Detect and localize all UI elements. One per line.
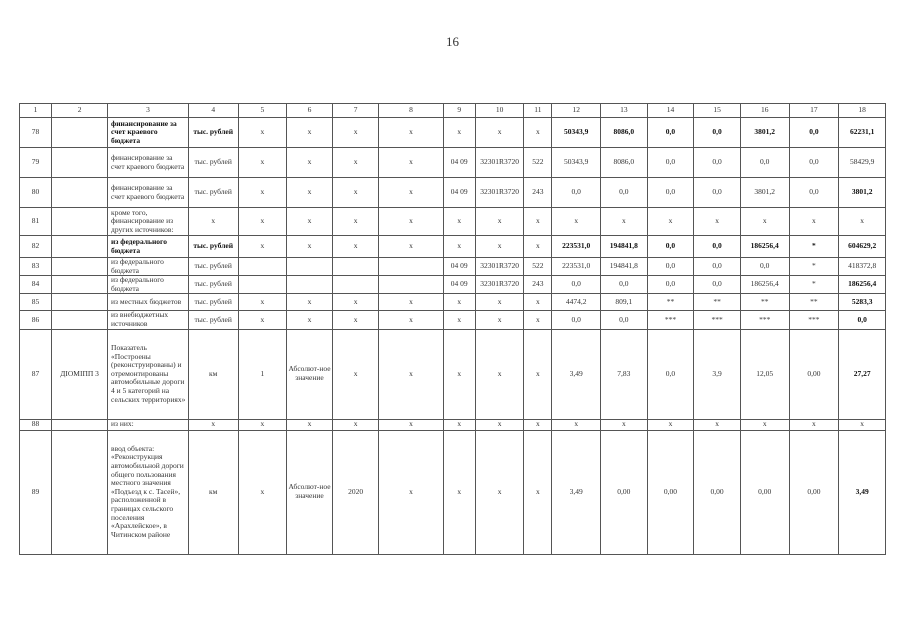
table-cell: х [552,208,601,236]
table-cell: 81 [20,208,52,236]
table-cell: 3801,2 [740,178,789,208]
table-cell: 7,83 [601,329,648,419]
table-cell [332,258,379,276]
table-cell [52,276,108,294]
table-cell: 32301R3720 [475,148,524,178]
table-cell: 62231,1 [839,118,886,148]
table-cell: 0,0 [839,311,886,329]
header-cell: 18 [839,104,886,118]
table-cell [52,208,108,236]
table-cell [52,258,108,276]
table-cell: финансирование за счет краевого бюджета [108,178,189,208]
table-cell: ДІОМІПП 3 [52,329,108,419]
table-cell: х [332,236,379,258]
table-cell: 0,0 [601,178,648,208]
table-cell: х [379,329,443,419]
table-cell: 87 [20,329,52,419]
table-cell: х [238,430,287,554]
table-cell: х [524,208,552,236]
table-cell: х [287,148,333,178]
table-cell: х [524,118,552,148]
table-cell: * [789,276,839,294]
table-row [20,178,886,208]
table-cell: 0,0 [694,276,741,294]
table-cell: км [188,430,238,554]
table-cell: 3,49 [552,430,601,554]
table-cell: х [443,294,475,311]
table-cell: тыс. рублей [188,236,238,258]
table-cell: х [647,419,694,430]
table-cell: 78 [20,118,52,148]
table-cell: х [475,236,524,258]
table-cell: 50343,9 [552,118,601,148]
table-cell: 0,0 [740,148,789,178]
table-cell: х [475,430,524,554]
table-cell: Абсолют-ное значение [287,329,333,419]
table-cell: 0,0 [789,178,839,208]
table-cell: тыс. рублей [188,294,238,311]
header-cell: 5 [238,104,287,118]
table-cell: 186256,4 [839,276,886,294]
table-cell: х [287,118,333,148]
table-cell: 0,0 [789,148,839,178]
table-cell: из внебюджетных источников [108,311,189,329]
table-cell: х [379,311,443,329]
table-cell: * [789,236,839,258]
table-cell: х [238,419,287,430]
table-cell: 8086,0 [601,148,648,178]
table-row [20,276,886,294]
table-cell: х [332,329,379,419]
header-cell: 14 [647,104,694,118]
table-cell: х [332,311,379,329]
table-cell: 82 [20,236,52,258]
table-cell: х [443,329,475,419]
table-cell: х [789,208,839,236]
table-cell: х [475,294,524,311]
table-cell: 809,1 [601,294,648,311]
table-cell: х [238,294,287,311]
table-cell: 32301R3720 [475,276,524,294]
table-cell: 0,00 [789,329,839,419]
table-cell: х [475,118,524,148]
table-cell: 04 09 [443,178,475,208]
table-cell: 243 [524,178,552,208]
table-cell: х [379,178,443,208]
table-cell: х [287,208,333,236]
table-row [20,419,886,430]
table-cell: 79 [20,148,52,178]
table-cell [379,276,443,294]
header-cell: 8 [379,104,443,118]
table-cell: х [443,208,475,236]
table-cell: 604629,2 [839,236,886,258]
table-cell: 0,0 [694,118,741,148]
table-cell: 3,49 [552,329,601,419]
table-cell: Показатель «Построены (реконструированы) и отремонтированы автомобильные дороги 4 и 5 категорий на сельских территориях» [108,329,189,419]
table-cell: 0,0 [789,118,839,148]
table-cell: 0,0 [647,148,694,178]
table-cell: 50343,9 [552,148,601,178]
table-cell: 12,05 [740,329,789,419]
table-row [20,236,886,258]
header-cell: 3 [108,104,189,118]
table-cell [379,258,443,276]
table-cell: х [379,208,443,236]
table-cell: х [332,208,379,236]
table-row [20,329,886,419]
table-cell: х [238,118,287,148]
header-cell: 15 [694,104,741,118]
header-cell: 16 [740,104,789,118]
table-cell [52,419,108,430]
header-cell: 7 [332,104,379,118]
table-cell: х [287,236,333,258]
table-cell: х [238,148,287,178]
table-cell: 84 [20,276,52,294]
table-cell: х [332,294,379,311]
table-cell: х [238,178,287,208]
header-cell: 11 [524,104,552,118]
table-cell: 223531,0 [552,236,601,258]
table-cell: финансирование за счет краевого бюджета [108,148,189,178]
table-cell: финансирование за счет краевого бюджета [108,118,189,148]
table-cell: 58429,9 [839,148,886,178]
header-cell: 17 [789,104,839,118]
table-cell: тыс. рублей [188,276,238,294]
table-cell: 0,0 [647,329,694,419]
table-cell: х [524,311,552,329]
table-cell: х [238,208,287,236]
header-cell: 10 [475,104,524,118]
table-cell: х [379,148,443,178]
table-cell: * [789,258,839,276]
table-cell: х [379,419,443,430]
table-cell: 83 [20,258,52,276]
table-cell: х [475,208,524,236]
table-cell: 8086,0 [601,118,648,148]
table-cell: х [188,419,238,430]
table-cell: 0,0 [694,148,741,178]
table-cell: х [188,208,238,236]
table-cell: тыс. рублей [188,178,238,208]
table-cell: х [443,311,475,329]
table-cell: х [443,430,475,554]
table-cell: х [552,419,601,430]
table-cell: ввод объекта: «Реконструкция автомобильной дороги общего пользования местного значения «Подъезд к с. Тасей», расположенной в границах сельского поселения «Арахлейское», в Читинском районе [108,430,189,554]
table-cell: х [287,419,333,430]
table-cell [238,258,287,276]
table-cell: 04 09 [443,148,475,178]
table-cell: х [601,208,648,236]
table-cell: 522 [524,258,552,276]
table-cell: 32301R3720 [475,178,524,208]
table-cell: из федерального бюджета [108,258,189,276]
table-cell: 0,0 [647,236,694,258]
table-cell: х [443,419,475,430]
table-cell: 3801,2 [740,118,789,148]
table-cell: х [332,178,379,208]
table-cell: х [694,419,741,430]
table-cell: *** [740,311,789,329]
table-cell: тыс. рублей [188,311,238,329]
table-cell: 3,49 [839,430,886,554]
table-cell: х [287,178,333,208]
table-cell: 0,00 [694,430,741,554]
header-cell: 1 [20,104,52,118]
table-cell: х [238,311,287,329]
table-cell: х [443,236,475,258]
table-cell: х [601,419,648,430]
table-cell: 418372,8 [839,258,886,276]
table-cell: х [379,430,443,554]
table-cell: х [332,118,379,148]
table-row [20,208,886,236]
table-cell [52,236,108,258]
table-cell: 3,9 [694,329,741,419]
table-row [20,258,886,276]
table-cell: х [524,430,552,554]
table-cell: 0,00 [647,430,694,554]
table-cell: х [789,419,839,430]
table-cell: 1 [238,329,287,419]
table-cell: *** [647,311,694,329]
table-cell [52,148,108,178]
table-cell: 4474,2 [552,294,601,311]
table-cell: х [332,148,379,178]
header-cell: 12 [552,104,601,118]
table-cell: тыс. рублей [188,118,238,148]
table-cell: х [839,208,886,236]
table-cell: 223531,0 [552,258,601,276]
table-cell: 0,0 [601,276,648,294]
table-cell: х [524,329,552,419]
table-cell: тыс. рублей [188,258,238,276]
table-cell: 0,00 [740,430,789,554]
table-cell: *** [789,311,839,329]
table-cell [52,294,108,311]
table-cell: 243 [524,276,552,294]
table-cell: из федерального бюджета [108,276,189,294]
table-cell: х [475,311,524,329]
table-cell: 0,0 [647,276,694,294]
table-cell: х [238,236,287,258]
table-cell: х [740,208,789,236]
table-cell: 2020 [332,430,379,554]
table-row [20,311,886,329]
table-cell: тыс. рублей [188,148,238,178]
table-cell: 04 09 [443,258,475,276]
table-cell: км [188,329,238,419]
table-cell: 194841,8 [601,258,648,276]
table-cell: 86 [20,311,52,329]
table-row [20,118,886,148]
table-cell: х [740,419,789,430]
table-cell: х [287,294,333,311]
table-cell: *** [694,311,741,329]
table-cell: 27,27 [839,329,886,419]
table-cell: 0,0 [647,118,694,148]
table-cell: 0,0 [552,311,601,329]
table-cell: 0,00 [789,430,839,554]
table-cell: 0,0 [740,258,789,276]
table-cell [287,258,333,276]
table-cell: х [524,419,552,430]
table-cell: 80 [20,178,52,208]
table-cell: Абсолют-ное значение [287,430,333,554]
table-cell: 0,0 [601,311,648,329]
table-cell: 04 09 [443,276,475,294]
header-cell: 13 [601,104,648,118]
table-cell: 0,00 [601,430,648,554]
table-cell: 89 [20,430,52,554]
table-cell: х [443,118,475,148]
table-cell [52,118,108,148]
header-cell: 6 [287,104,333,118]
table-cell: 5283,3 [839,294,886,311]
table-cell: 186256,4 [740,276,789,294]
table-cell: х [839,419,886,430]
table-cell: 3801,2 [839,178,886,208]
table-cell: из них: [108,419,189,430]
table-cell: 0,0 [552,178,601,208]
table-cell: 0,0 [647,258,694,276]
table-cell: 522 [524,148,552,178]
table-cell: из местных бюджетов [108,294,189,311]
table-cell: х [379,118,443,148]
table-cell [332,276,379,294]
table-cell: х [694,208,741,236]
header-cell: 9 [443,104,475,118]
table-cell [52,430,108,554]
table-cell: х [475,419,524,430]
table-cell [52,178,108,208]
table-cell: 85 [20,294,52,311]
header-row [20,104,886,118]
page-number: 16 [446,34,459,49]
header-cell: 2 [52,104,108,118]
table-cell: ** [740,294,789,311]
table-cell: ** [647,294,694,311]
table-row [20,294,886,311]
table-cell: 0,0 [552,276,601,294]
table-row [20,148,886,178]
table-cell: 0,0 [694,178,741,208]
table-cell: кроме того, финансирование из других источников: [108,208,189,236]
table-cell: х [475,329,524,419]
table-cell: х [647,208,694,236]
table-cell: 0,0 [647,178,694,208]
table-cell [238,276,287,294]
table-cell: 194841,8 [601,236,648,258]
table-cell [52,311,108,329]
table-cell: х [524,236,552,258]
table-cell: 186256,4 [740,236,789,258]
budget-table [19,103,886,555]
table-cell: ** [789,294,839,311]
table-cell: 32301R3720 [475,258,524,276]
table-cell [287,276,333,294]
table-cell: 88 [20,419,52,430]
table-cell: из федерального бюджета [108,236,189,258]
table-cell: х [332,419,379,430]
table-cell: х [379,236,443,258]
table-cell: 0,0 [694,258,741,276]
header-cell: 4 [188,104,238,118]
table-cell: х [524,294,552,311]
table-cell: 0,0 [694,236,741,258]
table-row [20,430,886,554]
table-cell: х [287,311,333,329]
table-cell: ** [694,294,741,311]
table-cell: х [379,294,443,311]
